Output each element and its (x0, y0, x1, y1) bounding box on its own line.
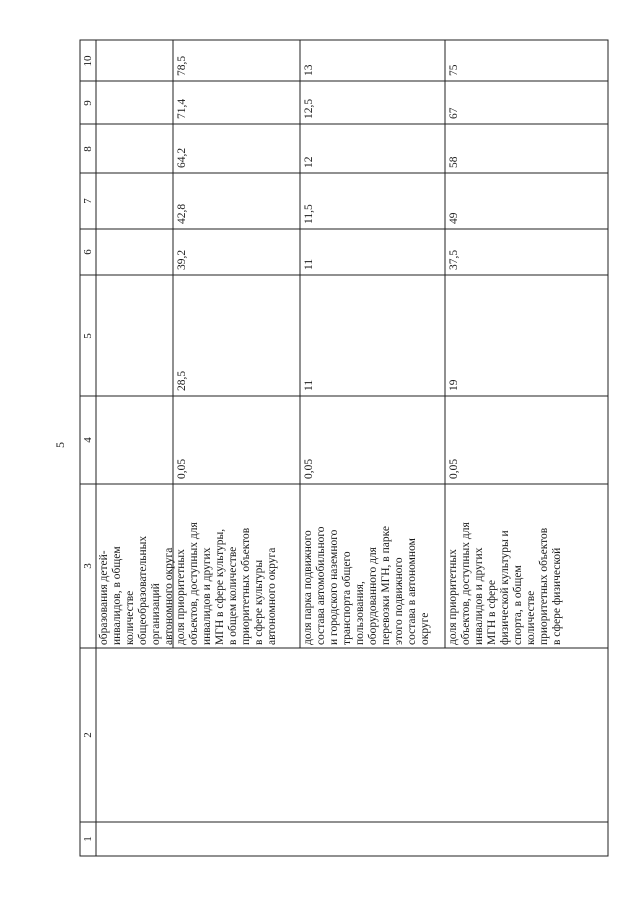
column-header-6: 6 (82, 249, 94, 255)
value-cell-col10: 13 (303, 64, 315, 76)
column-header-10: 10 (82, 55, 94, 66)
indicator-line: МГН в сфере культуры, (214, 528, 226, 645)
value-cell-col8: 58 (448, 156, 460, 168)
value-cell-col8: 64,2 (176, 147, 188, 168)
column-header-5: 5 (82, 332, 94, 339)
value-cell-col7: 49 (448, 212, 460, 224)
indicator-line: доля парка подвижного (302, 530, 314, 645)
column-header-9: 9 (82, 99, 94, 106)
indicator-line: объектов, доступных для (460, 522, 472, 645)
table-frame (80, 40, 608, 856)
indicator-line: транспорта общего (341, 551, 353, 645)
value-cell-col6: 39,2 (176, 249, 188, 270)
value-cell-col10: 78,5 (176, 55, 188, 76)
indicator-line: инвалидов и других (201, 547, 213, 645)
indicator-line: образования детей- (98, 550, 110, 645)
indicator-cell (98, 536, 176, 645)
value-cell-col8: 12 (303, 156, 315, 168)
indicator-line: объектов, доступных для (188, 522, 200, 645)
value-cell-col4: 0,05 (176, 458, 188, 479)
indicator-line: инвалидов и других (473, 547, 485, 645)
indicator-line: МГН в сфере (486, 579, 498, 645)
indicator-line: состава в автономном (406, 538, 418, 645)
indicator-line: этого подвижного (393, 557, 405, 645)
column-header-3: 3 (82, 563, 94, 569)
indicator-line: пользования, (354, 581, 366, 645)
indicator-line: оборудованного для (367, 547, 379, 645)
indicator-line: округе (419, 612, 431, 645)
indicator-line: физической культуры и (499, 530, 511, 645)
indicator-line: приоритетных объектов (240, 527, 252, 645)
value-cell-col5: 11 (303, 379, 315, 391)
value-cell-col6: 37,5 (448, 249, 460, 270)
indicator-cell (302, 526, 432, 645)
indicator-line: в сфере физической (551, 547, 563, 645)
value-cell-col5: 28,5 (176, 370, 188, 391)
indicator-cell (175, 522, 279, 645)
value-cell-col5: 19 (448, 379, 460, 391)
indicator-line: инвалидов, в общем (111, 546, 123, 645)
value-cell-col7: 42,8 (176, 203, 188, 224)
column-header-2: 2 (82, 732, 94, 738)
indicator-line: автономного округа (163, 547, 175, 645)
indicator-cell (447, 522, 564, 645)
indicator-line: спорта, в общем (512, 565, 524, 645)
value-cell-col10: 75 (448, 64, 460, 76)
value-cell-col4: 0,05 (448, 458, 460, 479)
column-header-1: 1 (82, 836, 94, 842)
value-cell-col9: 12,5 (303, 98, 315, 119)
column-header-7: 7 (82, 198, 94, 204)
page-number: 5 (53, 442, 67, 448)
indicator-line: и городского наземного (328, 529, 340, 645)
indicator-line: количестве (124, 590, 136, 645)
value-cell-col4: 0,05 (303, 458, 315, 479)
indicator-line: автономного округа (266, 547, 278, 645)
value-cell-col9: 67 (448, 107, 460, 119)
indicator-line: приоритетных объектов (538, 527, 550, 645)
column-header-8: 8 (82, 145, 94, 152)
indicator-line: доля приоритетных (175, 549, 187, 645)
indicator-line: состава автомобильного (315, 526, 327, 645)
indicator-line: перевозки МГН, в парке (380, 525, 392, 645)
indicator-line: организаций (150, 583, 162, 645)
indicator-line: в сфере культуры (253, 559, 265, 645)
indicator-line: доля приоритетных (447, 549, 459, 645)
column-header-4: 4 (82, 437, 94, 443)
indicator-line: общеобразовательных (137, 535, 149, 645)
value-cell-col6: 11 (303, 258, 315, 270)
value-cell-col7: 11,5 (303, 204, 315, 224)
indicator-line: количестве (525, 590, 537, 645)
indicator-line: в общем количестве (227, 546, 239, 645)
value-cell-col9: 71,4 (176, 98, 188, 119)
